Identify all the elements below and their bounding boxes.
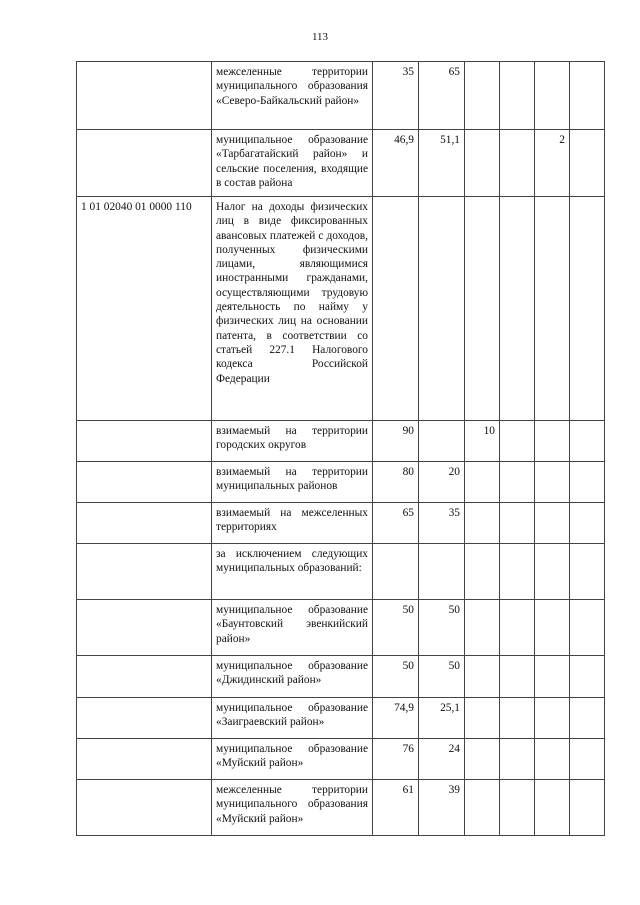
value-cell-2: 39 xyxy=(419,780,465,836)
value-cell-6 xyxy=(570,656,605,698)
value-cell-2: 25,1 xyxy=(419,698,465,739)
budget-code-cell xyxy=(77,62,212,130)
value-cell-2: 24 xyxy=(419,739,465,780)
table-row xyxy=(77,197,605,421)
value-cell-3 xyxy=(465,130,500,197)
value-cell-5 xyxy=(535,462,570,503)
table-row xyxy=(77,544,605,600)
value-cell-4 xyxy=(500,656,535,698)
value-cell-6 xyxy=(570,62,605,130)
value-cell-4 xyxy=(500,698,535,739)
value-cell-2: 65 xyxy=(419,62,465,130)
budget-code-cell xyxy=(77,421,212,462)
table-row xyxy=(77,421,605,462)
value-cell-4 xyxy=(500,780,535,836)
description-cell: Налог на доходы физических лиц в виде фиксированных авансовых платежей с доходов, полученных физическими лицами, являющимися иностранными гражданами, осуществляющими трудовую деятельность по найму у физических лиц на основании патента, в соответствии со статьей 227.1 Налогового кодекса Российской Федерации xyxy=(212,197,373,421)
value-cell-6 xyxy=(570,197,605,421)
value-cell-3: 10 xyxy=(465,421,500,462)
value-cell-3 xyxy=(465,503,500,544)
description-cell: муниципальное образование «Тарбагатайский район» и сельские поселения, входящие в состав района xyxy=(212,130,373,197)
description-cell: межселенные территории муниципального образования «Муйский район» xyxy=(212,780,373,836)
value-cell-3 xyxy=(465,656,500,698)
value-cell-3 xyxy=(465,462,500,503)
budget-code-cell xyxy=(77,503,212,544)
value-cell-5 xyxy=(535,503,570,544)
value-cell-2: 35 xyxy=(419,503,465,544)
value-cell-2 xyxy=(419,544,465,600)
value-cell-4 xyxy=(500,462,535,503)
budget-code-cell xyxy=(77,739,212,780)
budget-code-cell xyxy=(77,544,212,600)
value-cell-4 xyxy=(500,421,535,462)
value-cell-2 xyxy=(419,421,465,462)
value-cell-5: 2 xyxy=(535,130,570,197)
value-cell-1: 74,9 xyxy=(373,698,419,739)
budget-code-cell xyxy=(77,656,212,698)
value-cell-4 xyxy=(500,503,535,544)
page-number: 113 xyxy=(311,31,329,43)
value-cell-5 xyxy=(535,739,570,780)
revenue-distribution-table xyxy=(76,61,605,836)
budget-code-cell xyxy=(77,600,212,656)
description-cell: взимаемый на территории муниципальных районов xyxy=(212,462,373,503)
value-cell-4 xyxy=(500,130,535,197)
value-cell-5 xyxy=(535,780,570,836)
description-cell: межселенные территории муниципального образования «Северо-Байкальский район» xyxy=(212,62,373,130)
value-cell-6 xyxy=(570,698,605,739)
value-cell-5 xyxy=(535,656,570,698)
value-cell-6 xyxy=(570,544,605,600)
budget-code-cell xyxy=(77,130,212,197)
value-cell-3 xyxy=(465,197,500,421)
value-cell-1 xyxy=(373,197,419,421)
value-cell-5 xyxy=(535,197,570,421)
value-cell-1: 50 xyxy=(373,656,419,698)
description-cell: муниципальное образование «Джидинский район» xyxy=(212,656,373,698)
budget-code-cell xyxy=(77,462,212,503)
value-cell-4 xyxy=(500,600,535,656)
value-cell-6 xyxy=(570,780,605,836)
value-cell-5 xyxy=(535,62,570,130)
table-row xyxy=(77,656,605,698)
description-cell: муниципальное образование «Баунтовский эвенкийский район» xyxy=(212,600,373,656)
value-cell-6 xyxy=(570,739,605,780)
value-cell-5 xyxy=(535,421,570,462)
description-cell: взимаемый на территории городских округов xyxy=(212,421,373,462)
value-cell-2 xyxy=(419,197,465,421)
value-cell-4 xyxy=(500,544,535,600)
value-cell-1 xyxy=(373,544,419,600)
value-cell-2: 51,1 xyxy=(419,130,465,197)
value-cell-4 xyxy=(500,62,535,130)
table-row xyxy=(77,739,605,780)
value-cell-1: 61 xyxy=(373,780,419,836)
value-cell-1: 80 xyxy=(373,462,419,503)
value-cell-1: 65 xyxy=(373,503,419,544)
value-cell-3 xyxy=(465,600,500,656)
table-row xyxy=(77,62,605,130)
table-row xyxy=(77,462,605,503)
value-cell-3 xyxy=(465,739,500,780)
value-cell-1: 35 xyxy=(373,62,419,130)
value-cell-4 xyxy=(500,739,535,780)
description-cell: за исключением следующих муниципальных образований: xyxy=(212,544,373,600)
table-row xyxy=(77,780,605,836)
value-cell-3 xyxy=(465,62,500,130)
value-cell-4 xyxy=(500,197,535,421)
budget-code-cell xyxy=(77,780,212,836)
value-cell-6 xyxy=(570,503,605,544)
description-cell: муниципальное образование «Муйский район» xyxy=(212,739,373,780)
value-cell-6 xyxy=(570,462,605,503)
value-cell-2: 20 xyxy=(419,462,465,503)
table-row xyxy=(77,503,605,544)
value-cell-1: 46,9 xyxy=(373,130,419,197)
value-cell-5 xyxy=(535,600,570,656)
description-cell: муниципальное образование «Заиграевский район» xyxy=(212,698,373,739)
value-cell-2: 50 xyxy=(419,656,465,698)
table-row xyxy=(77,130,605,197)
value-cell-2: 50 xyxy=(419,600,465,656)
value-cell-3 xyxy=(465,544,500,600)
value-cell-3 xyxy=(465,698,500,739)
budget-code-cell: 1 01 02040 01 0000 110 xyxy=(77,197,212,421)
table-row xyxy=(77,600,605,656)
value-cell-6 xyxy=(570,421,605,462)
table-row xyxy=(77,698,605,739)
value-cell-1: 90 xyxy=(373,421,419,462)
value-cell-6 xyxy=(570,130,605,197)
value-cell-6 xyxy=(570,600,605,656)
description-cell: взимаемый на межселенных территориях xyxy=(212,503,373,544)
value-cell-3 xyxy=(465,780,500,836)
value-cell-5 xyxy=(535,698,570,739)
value-cell-5 xyxy=(535,544,570,600)
value-cell-1: 76 xyxy=(373,739,419,780)
budget-code-cell xyxy=(77,698,212,739)
value-cell-1: 50 xyxy=(373,600,419,656)
